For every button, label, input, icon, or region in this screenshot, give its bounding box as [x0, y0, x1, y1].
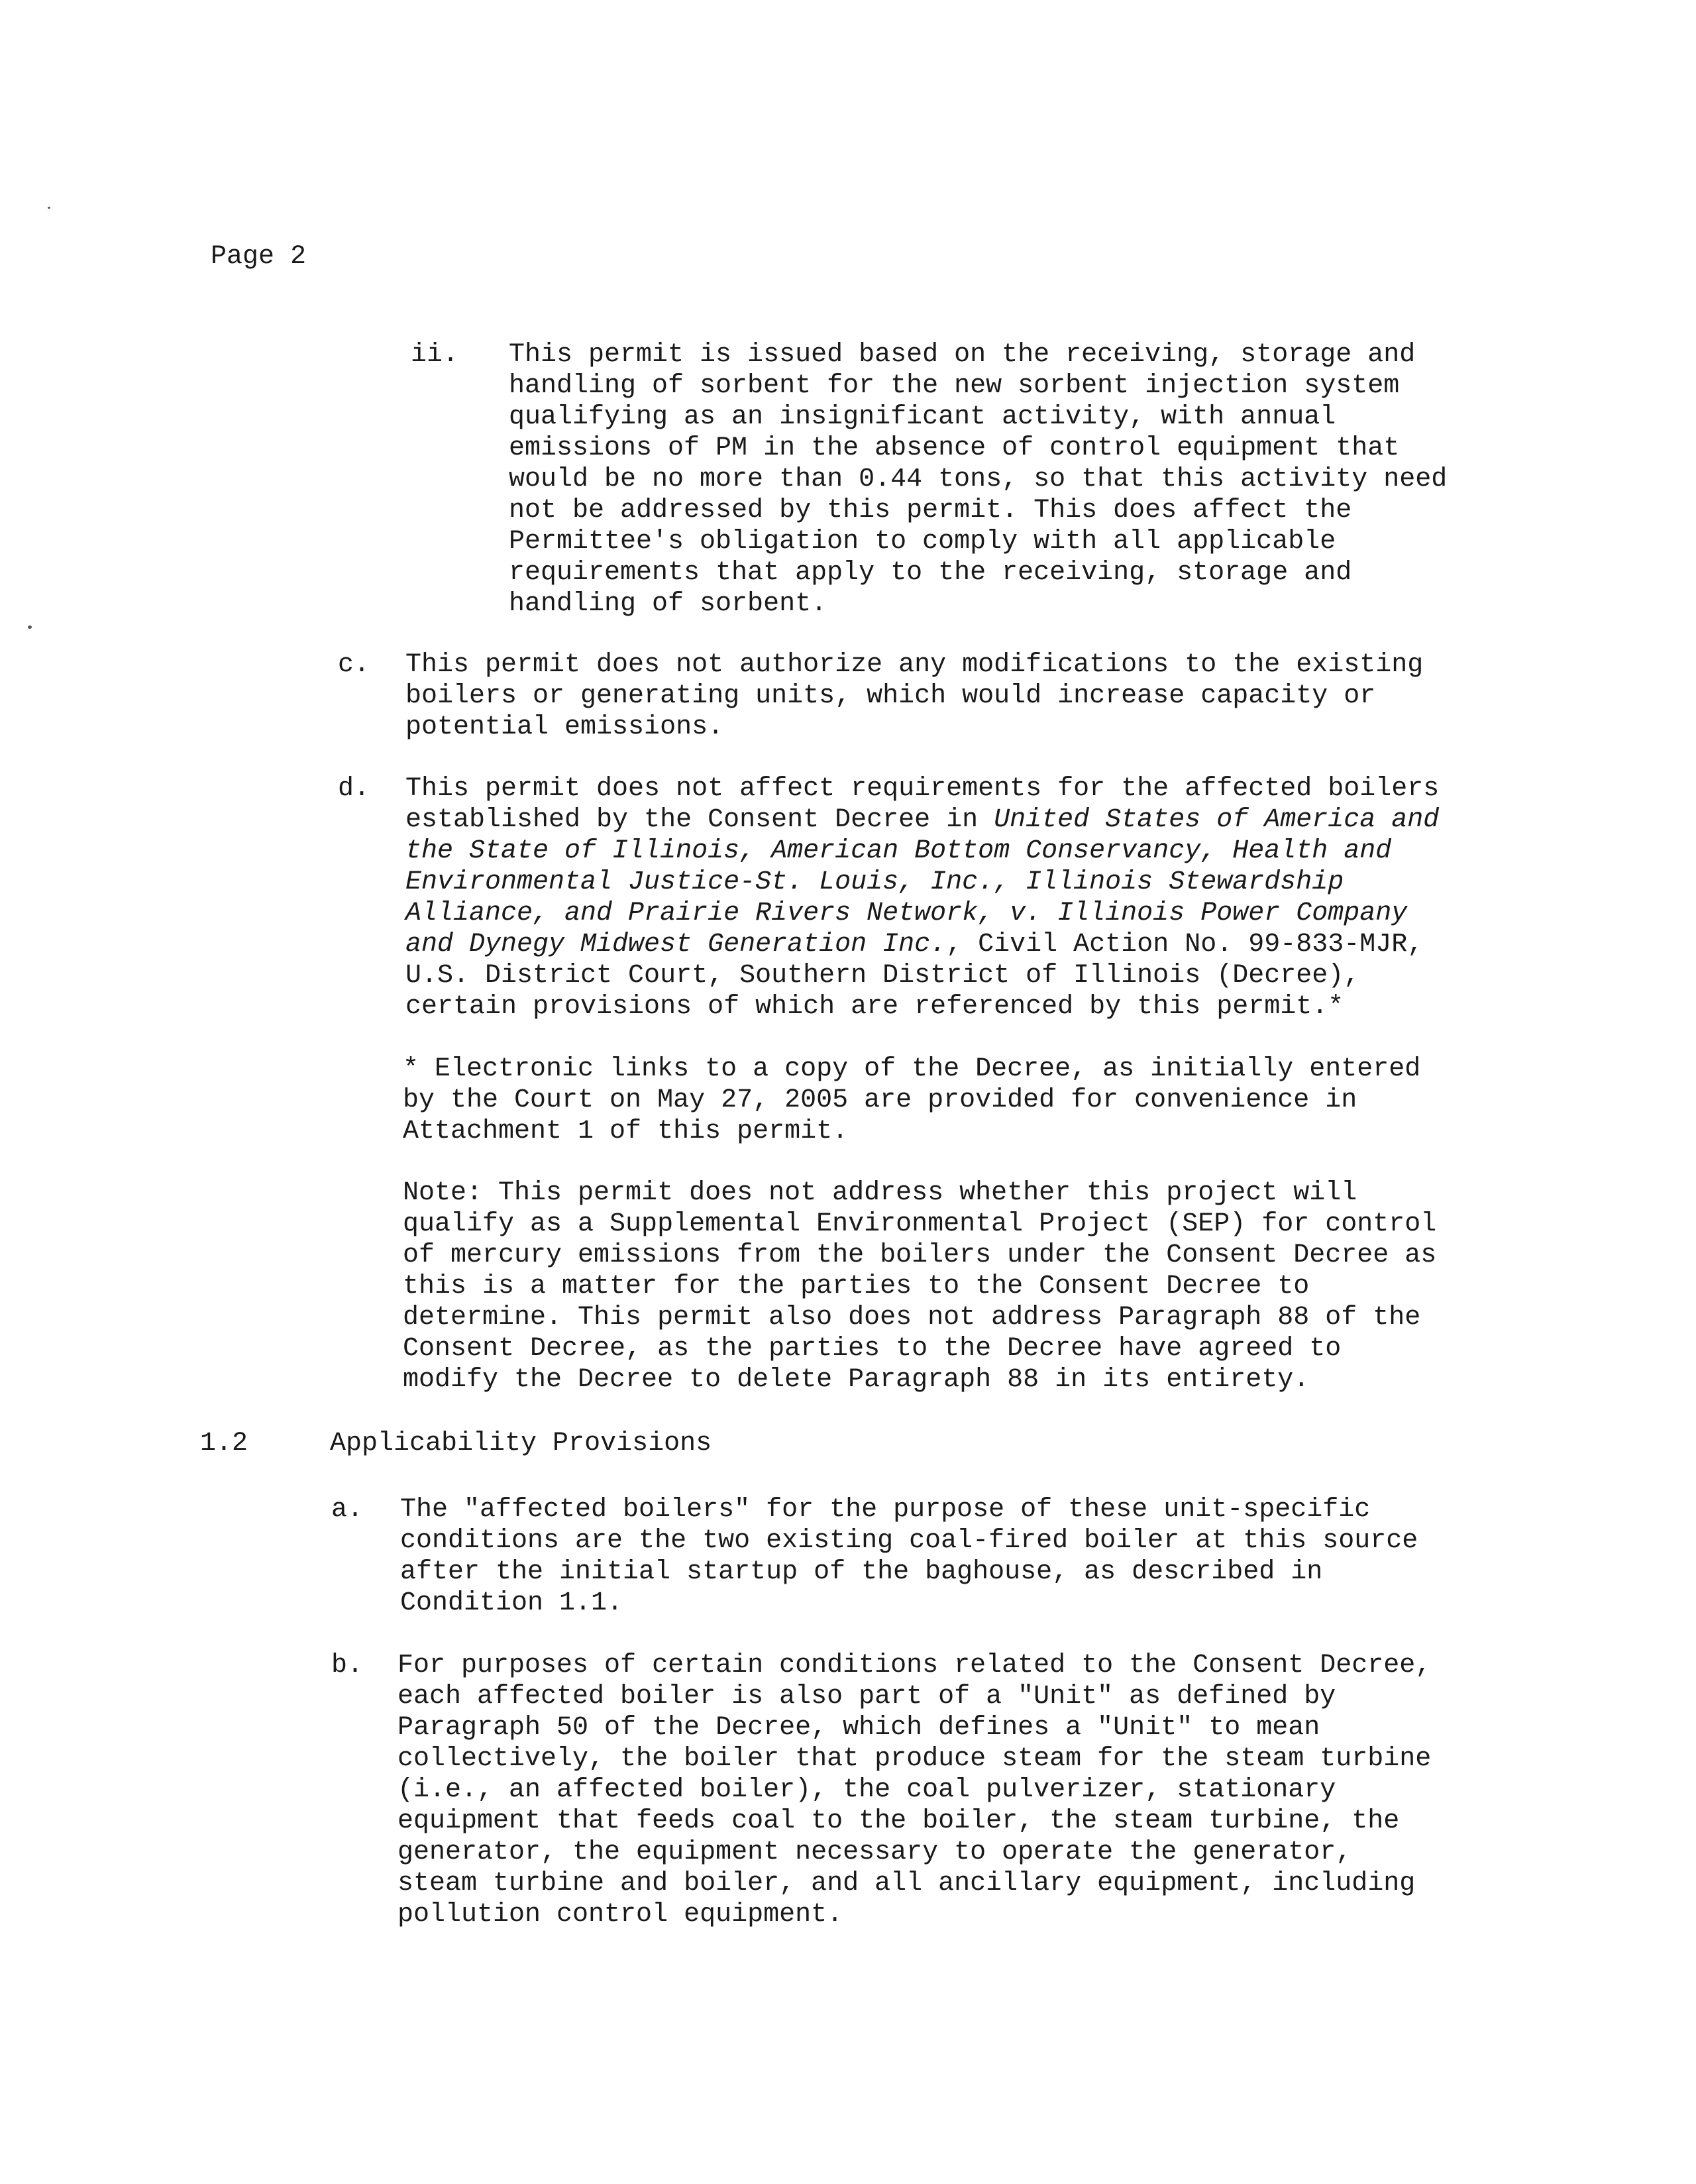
paragraph-line: This permit does not authorize any modifications to the existing [405, 650, 1424, 680]
paragraph-line: equipment that feeds coal to the boiler, the steam turbine, the [398, 1806, 1400, 1836]
item-1-2-b-label: b. [331, 1651, 364, 1680]
case-name-italic: Alliance, and Prairie Rivers Network, v. Illinois Power Company [405, 899, 1408, 928]
scan-speck [48, 207, 50, 209]
paragraph-line: this is a matter for the parties to the Consent Decree to [403, 1272, 1310, 1301]
paragraph-line: emissions of PM in the absence of control equipment that [509, 433, 1400, 463]
paragraph-line: (i.e., an affected boiler), the coal pulverizer, stationary [398, 1775, 1336, 1805]
footnote-paragraph [403, 1054, 1420, 1147]
paragraph-line: Note: This permit does not address whether this project will [403, 1178, 1357, 1208]
paragraph-line [405, 804, 1439, 836]
item-c-paragraph [405, 649, 1423, 743]
note-paragraph [403, 1177, 1436, 1395]
paragraph-line: of mercury emissions from the boilers under the Consent Decree as [403, 1240, 1437, 1270]
paragraph-line: * Electronic links to a copy of the Decree, as initially entered [403, 1054, 1421, 1084]
paragraph-line: Consent Decree, as the parties to the Decree have agreed to [403, 1334, 1342, 1364]
paragraph-line: pollution control equipment. [398, 1900, 843, 1930]
paragraph-line: For purposes of certain conditions related to the Consent Decree, [398, 1651, 1432, 1680]
item-c-label: c. [338, 650, 370, 680]
paragraph-line: by the Court on May 27, 2005 are provided for convenience in [403, 1085, 1357, 1115]
case-name-italic: the State of Illinois, American Bottom Conservancy, Health and [405, 836, 1392, 866]
paragraph-line: potential emissions. [405, 712, 724, 742]
line-text: established by the Consent Decree in [405, 805, 994, 835]
paragraph-line: handling of sorbent. [509, 589, 827, 619]
paragraph-line: steam turbine and boiler, and all ancillary equipment, including [398, 1869, 1416, 1898]
paragraph-line: would be no more than 0.44 tons, so that this activity need [509, 464, 1448, 494]
scan-speck [28, 626, 32, 629]
paragraph-line: collectively, the boiler that produce steam for the steam turbine [398, 1744, 1432, 1774]
paragraph-line: determine. This permit also does not address Paragraph 88 of the [403, 1303, 1421, 1333]
paragraph-line: conditions are the two existing coal-fired boiler at this source [400, 1526, 1418, 1556]
paragraph-line: U.S. District Court, Southern District of Illinois (Decree), [405, 961, 1360, 991]
page-number: Page 2 [211, 242, 307, 272]
item-1-2-a-paragraph [400, 1494, 1418, 1619]
paragraph-line: The "affected boilers" for the purpose of these unit-specific [400, 1495, 1371, 1525]
paragraph-line: qualifying as an insignificant activity, with annual [509, 402, 1336, 432]
paragraph-line: boilers or generating units, which would increase capacity or [405, 681, 1376, 711]
paragraph-line: each affected boiler is also part of a "Unit" as defined by [398, 1682, 1336, 1712]
paragraph-line: Attachment 1 of this permit. [403, 1117, 849, 1146]
item-ii-paragraph [509, 339, 1447, 620]
case-name-italic: Environmental Justice-St. Louis, Inc., Illinois Stewardship [405, 867, 1344, 897]
case-name-italic: and Dynegy Midwest Generation Inc. [405, 930, 947, 959]
paragraph-line: Permittee's obligation to comply with all applicable [509, 527, 1336, 557]
paragraph-line: This permit is issued based on the receiving, storage and [509, 340, 1416, 370]
paragraph-line: Paragraph 50 of the Decree, which defines a "Unit" to mean [398, 1713, 1320, 1743]
item-d-label: d. [338, 774, 370, 804]
paragraph-line: requirements that apply to the receiving, storage and [509, 558, 1352, 588]
line-text: , Civil Action No. 99-833-MJR, [946, 930, 1424, 959]
paragraph-line: generator, the equipment necessary to operate the generator, [398, 1837, 1352, 1867]
section-number: 1.2 [200, 1429, 248, 1458]
paragraph-line: handling of sorbent for the new sorbent injection system [509, 371, 1400, 401]
paragraph-line [405, 929, 1439, 960]
paragraph-line: This permit does not affect requirements for the affected boilers [405, 774, 1440, 804]
paragraph-line: modify the Decree to delete Paragraph 88 in its entirety. [403, 1365, 1310, 1395]
section-title: Applicability Provisions [330, 1429, 712, 1458]
paragraph-line: not be addressed by this permit. This does affect the [509, 496, 1352, 525]
item-d-paragraph [405, 773, 1439, 1022]
paragraph-line: qualify as a Supplemental Environmental Project (SEP) for control [403, 1209, 1437, 1239]
paragraph-line: certain provisions of which are referenced by this permit.* [405, 992, 1344, 1022]
paragraph-line: Condition 1.1. [400, 1588, 623, 1618]
case-name-italic: United States of America and [994, 805, 1440, 835]
item-1-2-a-label: a. [331, 1495, 364, 1525]
item-1-2-b-paragraph [398, 1650, 1431, 1930]
item-ii-label: ii. [411, 340, 459, 370]
paragraph-line: after the initial startup of the baghouse, as described in [400, 1557, 1323, 1587]
